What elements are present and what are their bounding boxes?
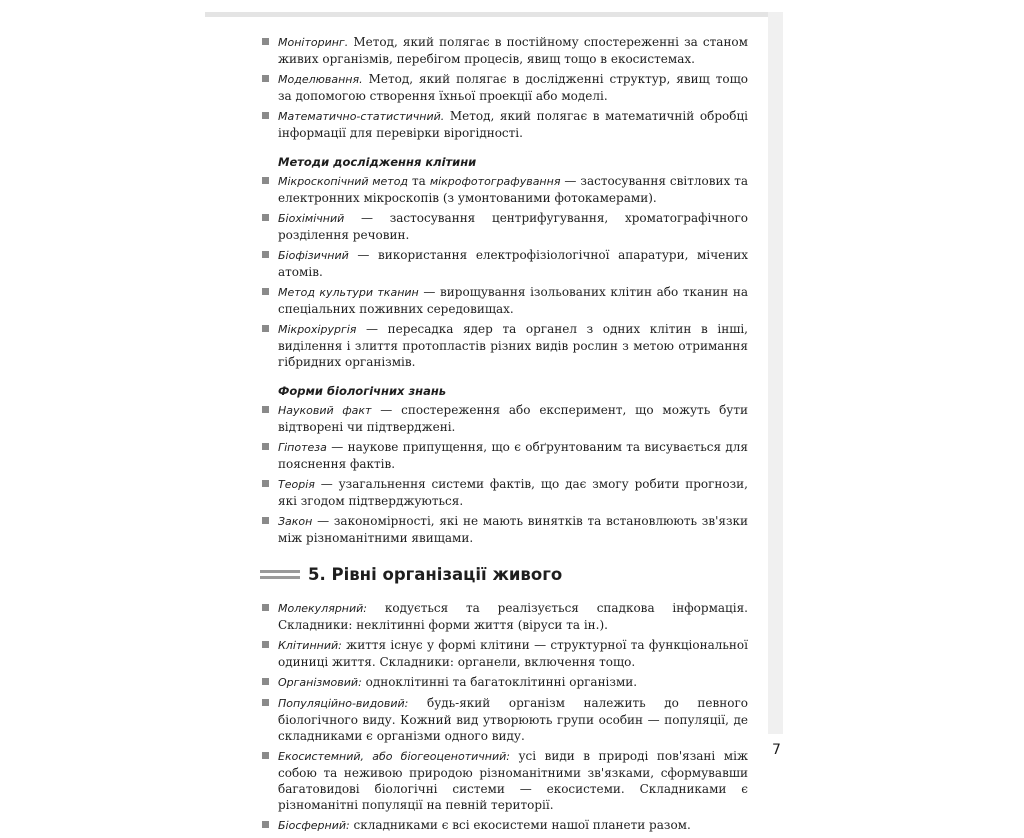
bullet-square-icon [262,821,269,828]
section-title: 5. Рівні організації живого [308,565,563,584]
list-item [262,173,748,206]
list-item [262,321,748,370]
item-text: та [408,174,430,188]
item-text: Метод, який полягає в дослідженні структур, явищ тощо за допомогою створення їхньої проекції або моделі. [278,72,748,103]
bullet-square-icon [262,177,269,184]
bullet-square-icon [262,641,269,648]
top-rule [205,12,783,17]
list-item [262,108,748,141]
item-term: Моніторинг. [278,36,349,49]
item-text: життя існує у формі клітини — структурної та функціональної одиниці життя. Складники: органели, включення тощо. [278,638,748,669]
item-text: — застосування центрифугування, хроматографічного розділення речовин. [278,211,748,242]
item-text: — вирощування ізольованих клітин або тканин на спеціальних поживних середовищах. [278,285,748,316]
list-item [262,695,748,744]
bullet-square-icon [262,443,269,450]
list-item [262,34,748,67]
bullet-square-icon [262,517,269,524]
item-term: Біофізичний [278,249,349,262]
bullet-square-icon [262,214,269,221]
item-term: Науковий факт [278,404,372,417]
item-term: Екосистемний, або біогеоценотичний: [278,750,510,763]
bullet-square-icon [262,480,269,487]
item-term: Мікроскопічний метод [278,175,409,188]
subheading-knowledge-forms: Форми біологічних знань [278,384,447,398]
bullet-square-icon [262,75,269,82]
list-item [262,600,748,633]
list-item [262,476,748,509]
item-term: Математично-статистичний. [278,110,445,123]
list-item [262,210,748,243]
list-item [262,439,748,472]
bullet-square-icon [262,604,269,611]
section-heading [260,564,748,588]
bullet-square-icon [262,406,269,413]
item-term: Закон [278,515,313,528]
list-item [262,513,748,546]
item-term: Метод культури тканин [278,286,419,299]
item-text: — спостереження або експеримент, що можуть бути відтворені чи підтверджені. [278,403,749,434]
item-text: Метод, який полягає в математичній обробці інформації для перевірки вірогідності. [278,109,748,140]
list-item [262,637,748,670]
item-term-secondary: мікрофотографування [429,175,561,188]
item-term: Популяційно-видовий: [278,697,409,710]
item-term: Організмовий: [278,676,362,689]
list-item [262,402,748,435]
page-edge-band [768,12,783,734]
item-text: одноклітинні та багатоклітинні організми. [361,675,638,689]
bullet-square-icon [262,112,269,119]
list-item [262,284,748,317]
item-text: — наукове припущення, що є обґрунтованим та висувається для пояснення фактів. [278,440,748,471]
item-text-secondary: — застосування світлових та електронних мікроскопів (з умонтованими фотокамерами). [278,174,749,205]
item-text: — пересадка ядер та органел з одних клітин в інші, виділення і злиття протопластів різних видів рослин з метою отримання гібридних організмів. [278,322,748,369]
item-text: складниками є всі екосистеми нашої планети разом. [349,818,691,832]
item-text: Метод, який полягає в постійному спостереженні за станом живих організмів, перебігом процесів, явищ тощо в екосистемах. [278,35,748,66]
item-term: Гіпотеза [278,441,327,454]
bullet-square-icon [262,678,269,685]
item-term: Моделювання. [278,73,363,86]
list-item [262,817,748,834]
bullet-square-icon [262,251,269,258]
item-term: Теорія [278,478,315,491]
item-text: — узагальнення системи фактів, що дає змогу робити прогнози, які згодом підтверджуються. [278,477,748,508]
list-item [262,748,748,813]
page-number: 7 [772,742,781,758]
bullet-square-icon [262,752,269,759]
list-item [262,71,748,104]
item-text: будь-який організм належить до певного біологічного виду. Кожний вид утворюють групи особин — популяції, де складниками є організми одного виду. [278,696,748,743]
item-term: Мікрохірургія [278,323,357,336]
item-text: усі види в природі пов'язані між собою та неживою природою різноманітними зв'язками, сформувавши багатовидові біологічні системи — екосистеми. Складниками є різноманітні популяції на певній території. [278,749,748,812]
item-text: — закономірності, які не мають винятків та встановлюють зв'язки між різноманітними явищами. [278,514,748,545]
section-bars-icon [260,570,300,582]
bullet-square-icon [262,288,269,295]
list-item [262,247,748,280]
item-term: Біохімічний [278,212,345,225]
item-term: Біосферний: [278,819,350,832]
item-text: кодується та реалізується спадкова інформація. Складники: неклітинні форми життя (віруси та ін.). [278,601,748,632]
subheading-cell-methods: Методи дослідження клітини [278,155,477,169]
list-item [262,674,748,691]
item-text: — використання електрофізіологічної апаратури, мічених атомів. [278,248,748,279]
bullet-square-icon [262,325,269,332]
bullet-square-icon [262,38,269,45]
item-term: Молекулярний: [278,602,367,615]
item-term: Клітинний: [278,639,342,652]
bullet-square-icon [262,699,269,706]
page-content [262,34,748,838]
